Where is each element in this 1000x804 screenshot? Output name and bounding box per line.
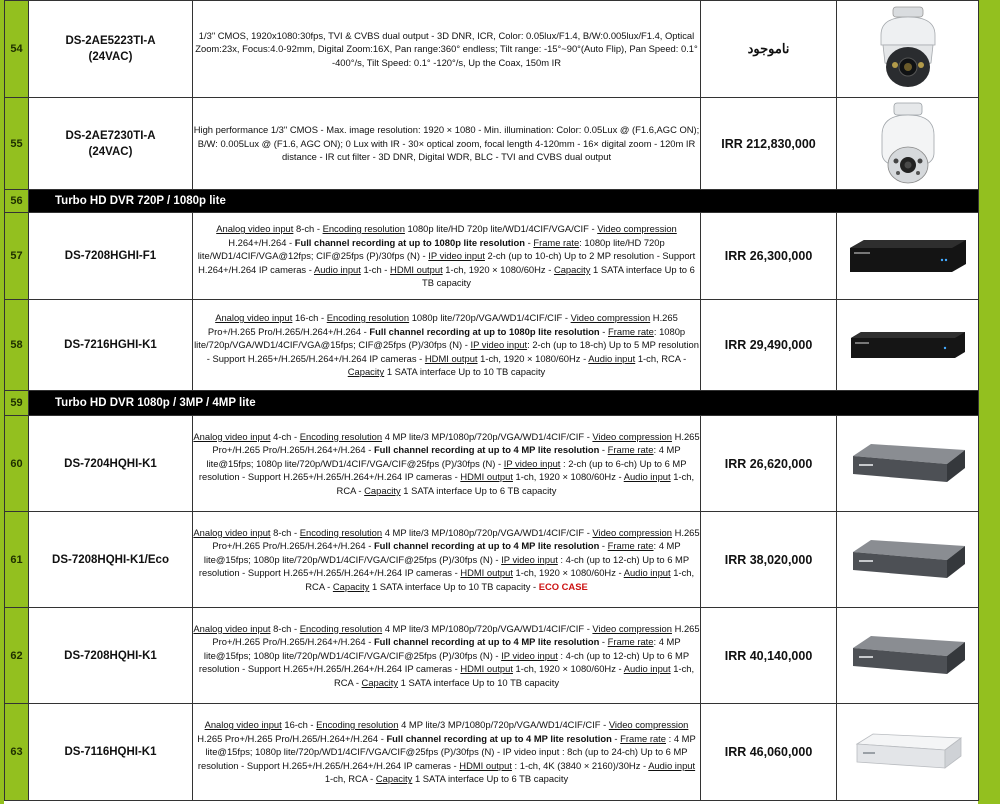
description-cell: Analog video input 8-ch - Encoding resolution 1080p lite/HD 720p lite/WD1/4CIF/VGA/CIF - Video compression H.264+/H.264 - Full channel recording at up to 1080p lite resolution - Frame rate: 1080p lite/HD 720p lite/WD1/4CIF/VGA@12fps; CIF@25fps (P)/30fps (N) - IP video input 2-ch (up to 10-ch) Up to 2 MP resolution - Support H.264+/H.264 IP cameras - Audio input 1-ch - HDMI output 1-ch, 1920 × 1080/60Hz - Capacity 1 SATA interface Up to 6 TB capacity bbox=[193, 213, 701, 300]
price-cell: IRR 26,620,000 bbox=[701, 416, 837, 512]
product-image-cell bbox=[837, 300, 979, 391]
eco-case-label: ECO CASE bbox=[538, 580, 588, 592]
description-cell: Analog video input 8-ch - Encoding resolution 4 MP lite/3 MP/1080p/720p/VGA/WD1/4CIF/CIF - Video compression H.265 Pro+/H.265 Pro/H.265/H.264+/H.264 - Full channel recording at up to 4 MP lite resolution - Frame rate: 4 MP lite@15fps; 1080p lite/720p/WD1/4CIF/VGA/CIF@25fps (P)/30fps (N) - IP video input : 4-ch (up to 12-ch) Up to 6 MP resolution - Support H.265+/H.265/H.264+/H.264 IP cameras - HDMI output 1-ch, 1920 × 1080/60Hz - Audio input 1-ch, RCA - Capacity 1 SATA interface Up to 10 TB capacity bbox=[193, 608, 701, 704]
table-row bbox=[5, 704, 979, 801]
model-power: (24VAC) bbox=[88, 145, 133, 158]
section-header-row bbox=[5, 190, 979, 213]
right-accent-stripe bbox=[978, 0, 1000, 804]
dvr-white-icon bbox=[853, 732, 963, 772]
model-name: DS-7204HQHI-K1 bbox=[29, 416, 193, 512]
description-cell: Analog video input 16-ch - Encoding resolution 1080p lite/720p/VGA/WD1/4CIF/CIF - Video compression H.265 Pro+/H.265 Pro/H.265/H.264+/H.264 - Full channel recording at up to 1080p lite resolution - Frame rate: 1080p lite/720p/VGA/WD1/4CIF/VGA@15fps; CIF@25fps (P)/30fps (N) - IP video input: 2-ch (up to 18-ch) Up to 5 MP resolution - Support H.265+/H.265/H.264+/H.264 IP cameras - HDMI output 1-ch, 1920 × 1080/60Hz - Audio input 1-ch, RCA - Capacity 1 SATA interface Up to 10 TB capacity bbox=[193, 300, 701, 391]
ptz-dome-camera-white-icon bbox=[876, 101, 940, 187]
model-name: DS-7208HQHI-K1/Eco bbox=[29, 512, 193, 608]
product-price-table bbox=[4, 0, 979, 801]
description-cell: 1/3" CMOS, 1920x1080:30fps, TVI & CVBS dual output - 3D DNR, ICR, Color: 0.05lux/F1.4, B/W:0.005lux/F1.4, Optical Zoom:23x, Focus:4.0-92mm, Digital Zoom:16X, Pan range:360° endless; Tilt range: -15°~90°(Auto Flip), Pan Speed: 0.1° -400°/s, Tilt Speed: 0.1° -120°/s, Up the Coax, 150m IR bbox=[193, 1, 701, 98]
price-cell: IRR 46,060,000 bbox=[701, 704, 837, 801]
dvr-gray-icon bbox=[849, 442, 967, 486]
section-title: Turbo HD DVR 720P / 1080p lite bbox=[29, 190, 979, 213]
description-cell: Analog video input 4-ch - Encoding resolution 4 MP lite/3 MP/1080p/720p/VGA/WD1/4CIF/CIF - Video compression H.265 Pro+/H.265 Pro/H.265/H.264+/H.264 - Full channel recording at up to 4 MP lite resolution - Frame rate: 4 MP lite@15fps; 1080p lite/720p/WD1/4CIF/VGA/CIF@25fps (P)/30fps (N) - IP video input : 2-ch (up to 6-ch) Up to 6 MP resolution - Support H.265+/H.265/H.264+/H.264 IP cameras - HDMI output 1-ch, 1920 × 1080/60Hz - Audio input 1-ch, RCA - Capacity 1 SATA interface Up to 6 TB capacity bbox=[193, 416, 701, 512]
table-row bbox=[5, 213, 979, 300]
table-row bbox=[5, 416, 979, 512]
table-row bbox=[5, 608, 979, 704]
dvr-gray-icon bbox=[849, 634, 967, 678]
product-image-cell bbox=[837, 704, 979, 801]
table-row bbox=[5, 300, 979, 391]
section-header-row bbox=[5, 391, 979, 416]
row-number: 63 bbox=[5, 704, 29, 801]
row-number: 59 bbox=[5, 391, 29, 416]
product-image-cell bbox=[837, 608, 979, 704]
section-title: Turbo HD DVR 1080p / 3MP / 4MP lite bbox=[29, 391, 979, 416]
row-number: 62 bbox=[5, 608, 29, 704]
row-number: 58 bbox=[5, 300, 29, 391]
row-number: 54 bbox=[5, 1, 29, 98]
model-cell bbox=[29, 98, 193, 190]
ptz-dome-camera-dark-icon bbox=[873, 5, 943, 93]
table-row bbox=[5, 98, 979, 190]
table-row bbox=[5, 512, 979, 608]
row-number: 56 bbox=[5, 190, 29, 213]
product-image-cell bbox=[837, 512, 979, 608]
model-name: DS-2AE5223TI-A bbox=[65, 35, 156, 47]
model-power: (24VAC) bbox=[88, 51, 133, 63]
product-image-cell bbox=[837, 98, 979, 190]
model-name: DS-7208HGHI-F1 bbox=[29, 213, 193, 300]
row-number: 60 bbox=[5, 416, 29, 512]
model-name: DS-7208HQHI-K1 bbox=[29, 608, 193, 704]
description-cell: Analog video input 16-ch - Encoding resolution 4 MP lite/3 MP/1080p/720p/VGA/WD1/4CIF/CIF - Video compression H.265 Pro+/H.265 Pro/H.265/H.264+/H.264 - Full channel recording at up to 4 MP lite resolution - Frame rate : 4 MP lite@15fps; 1080p lite/720p/WD1/4CIF/VGA/CIF@25fps (P)/30fps (N) - IP video input : 8ch (up to 24-ch) Up to 6 MP resolution - Support H.265+/H.265/H.264+/H.264 IP cameras - HDMI output : 1-ch, 4K (3840 × 2160)/30Hz - Audio input 1-ch, RCA - Capacity 1 SATA interface Up to 6 TB capacity bbox=[193, 704, 701, 801]
row-number: 61 bbox=[5, 512, 29, 608]
model-name: DS-7116HQHI-K1 bbox=[29, 704, 193, 801]
price-cell: IRR 26,300,000 bbox=[701, 213, 837, 300]
price-cell: IRR 212,830,000 bbox=[701, 98, 837, 190]
model-name: DS-2AE7230TI-A bbox=[65, 129, 156, 142]
row-number: 57 bbox=[5, 213, 29, 300]
price-cell: IRR 40,140,000 bbox=[701, 608, 837, 704]
dvr-gray-icon bbox=[849, 538, 967, 582]
description-cell: High performance 1/3" CMOS - Max. image resolution: 1920 × 1080 - Min. illumination: Color: 0.05Lux @ (F1.6,AGC ON); B/W: 0.005Lux @ (F1.6, AGC ON); 0 Lux with IR - 30× optical zoom, focal length 4-120mm - 16× digital zoom - 120m IR distance - IR cut filter - 3D DNR, Digital WDR, BLC - TVI and CVBS dual output bbox=[193, 98, 701, 190]
row-number: 55 bbox=[5, 98, 29, 190]
model-cell bbox=[29, 1, 193, 98]
model-name: DS-7216HGHI-K1 bbox=[29, 300, 193, 391]
price-cell: ناموجود bbox=[701, 1, 837, 98]
dvr-black-icon bbox=[846, 238, 970, 274]
price-cell: IRR 29,490,000 bbox=[701, 300, 837, 391]
product-image-cell bbox=[837, 416, 979, 512]
product-image-cell bbox=[837, 213, 979, 300]
table-row bbox=[5, 1, 979, 98]
price-cell: IRR 38,020,000 bbox=[701, 512, 837, 608]
dvr-black-icon bbox=[849, 330, 967, 360]
product-image-cell bbox=[837, 1, 979, 98]
description-cell: Analog video input 8-ch - Encoding resolution 4 MP lite/3 MP/1080p/720p/VGA/WD1/4CIF/CIF - Video compression H.265 Pro+/H.265 Pro/H.265/H.264+/H.264 - Full channel recording at up to 4 MP lite resolution - Frame rate: 4 MP lite@15fps; 1080p lite/720p/WD1/4CIF/VGA/CIF@25fps (P)/30fps (N) - IP video input : 4-ch (up to 12-ch) Up to 6 MP resolution - Support H.265+/H.265/H.264+/H.264 IP cameras - HDMI output 1-ch, 1920 × 1080/60Hz - Audio input 1-ch, RCA - Capacity 1 SATA interface Up to 10 TB capacity - ECO CASE bbox=[193, 512, 701, 608]
